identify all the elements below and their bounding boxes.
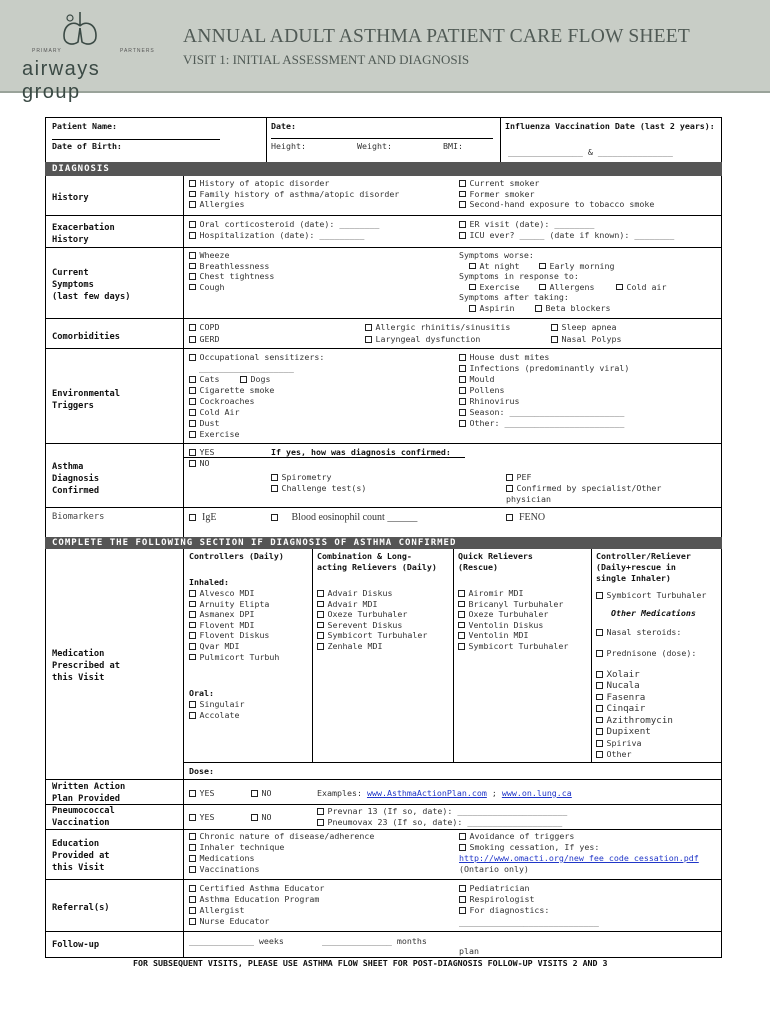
flovent-mdi-checkbox[interactable] (189, 622, 196, 629)
other-trigger-checkbox[interactable] (459, 420, 466, 427)
symptoms-response-label: Symptoms in response to: (459, 271, 579, 282)
nasal-polyps-checkbox[interactable] (551, 336, 558, 343)
page-subtitle: VISIT 1: INITIAL ASSESSMENT AND DIAGNOSIS (183, 52, 470, 67)
action-plan-label: Written Action Plan Provided (52, 782, 126, 804)
trigger-item: Rhinovirus (469, 396, 520, 406)
history-item: Second-hand exposure to tobacco smoke (469, 199, 655, 210)
education-label: Education Provided at this Visit (52, 839, 110, 873)
spiriva-checkbox[interactable] (596, 740, 603, 747)
symptom-item: Chest tightness (199, 271, 275, 282)
confirmed-no-label: NO (199, 458, 210, 468)
exacerbation-label: Exacerbation History (52, 223, 115, 245)
examples-label: Examples: (317, 788, 362, 798)
pneumococcal-yes-label: YES (199, 812, 215, 822)
comorbidity-item: Nasal Polyps (561, 334, 622, 344)
cold-air-checkbox[interactable] (189, 409, 196, 416)
bricanyl-checkbox[interactable] (458, 601, 465, 608)
trigger-item: Dust (199, 418, 220, 428)
quick-title-2: (Rescue) (458, 562, 498, 572)
airomir-checkbox[interactable] (458, 590, 465, 597)
pef-checkbox[interactable] (506, 474, 513, 481)
specialist-checkbox[interactable] (506, 485, 513, 492)
medication-item: Nucala (606, 680, 640, 692)
cold-air-response-checkbox[interactable] (616, 284, 623, 291)
medication-item: Accolate (199, 710, 240, 720)
education-item: Chronic nature of disease/adherence (199, 831, 375, 841)
symptom-item: Wheeze (199, 250, 230, 260)
confirmation-item: Spirometry (281, 472, 332, 482)
pediatrician-checkbox[interactable] (459, 885, 466, 892)
referral-item: For diagnostics: (469, 905, 550, 915)
exacerbation-item: ICU ever? _____ (date if known): ________ (469, 230, 675, 240)
page-title: ANNUAL ADULT ASTHMA PATIENT CARE FLOW SHEET (183, 26, 690, 47)
exercise-response-checkbox[interactable] (469, 284, 476, 291)
dust-checkbox[interactable] (189, 420, 196, 427)
history-item: History of atopic disorder (199, 178, 330, 188)
ventolin-mdi-checkbox[interactable] (458, 632, 465, 639)
follow-up-weeks[interactable]: _____________ weeks (189, 936, 284, 946)
prevnar-checkbox[interactable] (317, 808, 324, 815)
symptom-item: Breathlessness (199, 260, 270, 271)
trigger-item: Cockroaches (199, 396, 255, 406)
oral-corticosteroid-checkbox[interactable] (189, 221, 196, 228)
combo-title-2: acting Relievers (Daily) (317, 562, 437, 572)
medication-item: Ventolin MDI (468, 630, 529, 641)
on-lung-link[interactable]: www.on.lung.ca (501, 788, 572, 798)
trigger-item: Cold Air (199, 407, 240, 417)
exacerbation-item: Hospitalization (date): _________ (199, 230, 365, 240)
pneumococcal-no-checkbox[interactable] (251, 814, 258, 821)
dogs-checkbox[interactable] (240, 376, 247, 383)
oral-label: Oral: (189, 688, 214, 698)
cigarette-smoke-checkbox[interactable] (189, 387, 196, 394)
cr-title-1: Controller/Reliever (596, 551, 691, 561)
complete-section-bar: COMPLETE THE FOLLOWING SECTION IF DIAGNOSIS OF ASTHMA CONFIRMED (45, 537, 722, 549)
medication-item: Oxeze Turbuhaler (468, 609, 549, 620)
exacerbation-item: ER visit (date): ________ (469, 219, 595, 229)
copd-checkbox[interactable] (189, 324, 196, 331)
action-plan-no-label: NO (261, 788, 272, 798)
ontario-only-note: (Ontario only) (459, 864, 529, 874)
referral-item: Pediatrician (469, 883, 530, 893)
trigger-item: Dogs (250, 374, 271, 384)
smoking-cessation-checkbox[interactable] (459, 844, 466, 851)
allergic-rhinitis-checkbox[interactable] (365, 324, 372, 331)
exacerbation-item: Oral corticosteroid (date): ________ (199, 219, 380, 229)
weight-label: Weight: (357, 141, 392, 151)
controllers-title: Controllers (Daily) (189, 551, 284, 561)
prednisone-checkbox[interactable] (596, 650, 603, 657)
allergens-checkbox[interactable] (539, 284, 546, 291)
comorbidity-item: Allergic rhinitis/sinusitis (375, 322, 511, 332)
azithromycin-checkbox[interactable] (596, 717, 603, 724)
certified-educator-checkbox[interactable] (189, 885, 196, 892)
medication-item: Singulair (199, 699, 245, 709)
confirmation-item: Challenge test(s) (281, 483, 367, 493)
medication-item: Spiriva (606, 738, 642, 748)
medication-item: Xolair (606, 669, 640, 680)
arnuity-checkbox[interactable] (189, 601, 196, 608)
symptom-item: Cold air (626, 281, 667, 292)
bmi-label: BMI: (443, 141, 463, 151)
medication-item: Prednisone (dose): (606, 648, 697, 658)
asmanex-checkbox[interactable] (189, 611, 196, 618)
house-dust-mites-checkbox[interactable] (459, 354, 466, 361)
trigger-item: Pollens (469, 385, 505, 395)
symbicort-combo-checkbox[interactable] (317, 632, 324, 639)
trigger-item: Exercise (199, 429, 240, 439)
comorbidity-item: Laryngeal dysfunction (375, 334, 481, 344)
cinqair-checkbox[interactable] (596, 705, 603, 712)
cats-checkbox[interactable] (189, 376, 196, 383)
medication-item: Fasenra (606, 691, 646, 703)
cessation-fee-code-link[interactable]: http://www.omacti.org/new_fee_code_cessation.pdf (459, 853, 699, 863)
comorbidity-item: GERD (199, 334, 220, 344)
alvesco-checkbox[interactable] (189, 590, 196, 597)
dupixent-checkbox[interactable] (596, 728, 603, 735)
trigger-item: Season: _______________________ (469, 407, 625, 417)
date-label: Date: (271, 121, 296, 131)
at-night-checkbox[interactable] (469, 263, 476, 270)
flu-vaccination-blank[interactable]: _______________ & _______________ (508, 147, 673, 157)
mould-checkbox[interactable] (459, 376, 466, 383)
symptoms-worse-label: Symptoms worse: (459, 250, 534, 260)
pneumococcal-yes-checkbox[interactable] (189, 814, 196, 821)
other-med-checkbox[interactable] (596, 751, 603, 758)
referral-item: Respirologist (469, 894, 535, 904)
medication-item: Advair MDI (327, 598, 378, 609)
symptom-item: Exercise (479, 281, 520, 292)
diagnostics-checkbox[interactable] (459, 907, 466, 914)
history-atopic-checkbox[interactable] (189, 180, 196, 187)
confirmation-item: PEF (516, 472, 532, 482)
occupational-blank[interactable]: ___________________ (199, 363, 294, 373)
medication-item: Symbicort Turbuhaler (327, 630, 428, 641)
medication-item: Serevent Diskus (327, 619, 403, 630)
medication-item: Flovent Diskus (199, 630, 270, 641)
education-program-checkbox[interactable] (189, 896, 196, 903)
follow-up-months[interactable]: ______________ months (322, 936, 427, 946)
chronic-nature-checkbox[interactable] (189, 833, 196, 840)
cough-checkbox[interactable] (189, 284, 196, 291)
symptoms-after-label: Symptoms after taking: (459, 292, 569, 303)
sleep-apnea-checkbox[interactable] (551, 324, 558, 331)
cr-title-3: single Inhaler) (596, 573, 671, 583)
medication-label: Medication Prescribed at this Visit (52, 649, 120, 683)
fasenra-checkbox[interactable] (596, 694, 603, 701)
link-separator: ; (491, 788, 497, 798)
history-item: Former smoker (469, 188, 535, 199)
pneumococcal-no-label: NO (261, 812, 272, 822)
current-symptoms-label: Current Symptoms (last few days) (52, 268, 131, 302)
action-plan-yes-checkbox[interactable] (189, 790, 196, 797)
specialist-line2: physician (506, 494, 551, 504)
education-item: Avoidance of triggers (469, 831, 575, 841)
aspirin-checkbox[interactable] (469, 305, 476, 312)
current-smoker-checkbox[interactable] (459, 180, 466, 187)
airways-group-logo (22, 10, 162, 103)
ige-checkbox[interactable] (189, 514, 196, 521)
diagnosis-section-bar: DIAGNOSIS (45, 162, 722, 176)
oxeze-combo-checkbox[interactable] (317, 611, 324, 618)
icu-checkbox[interactable] (459, 232, 466, 239)
comorbidities-label: Comorbidities (52, 332, 120, 342)
other-medications-title: Other Medications (611, 608, 696, 618)
avoidance-triggers-checkbox[interactable] (459, 833, 466, 840)
environmental-triggers-label: Environmental Triggers (52, 389, 120, 411)
referral-item: Asthma Education Program (199, 894, 320, 904)
logo-text: airways group (22, 58, 101, 103)
trigger-item: Occupational sensitizers: (199, 352, 325, 362)
wheeze-checkbox[interactable] (189, 252, 196, 259)
early-morning-checkbox[interactable] (539, 263, 546, 270)
cockroaches-checkbox[interactable] (189, 398, 196, 405)
symptom-item: Beta blockers (545, 303, 611, 313)
zenhale-checkbox[interactable] (317, 643, 324, 650)
allergies-checkbox[interactable] (189, 201, 196, 208)
advair-mdi-checkbox[interactable] (317, 601, 324, 608)
education-item: Smoking cessation, If yes: (469, 842, 600, 852)
flu-vaccination-label: Influenza Vaccination Date (last 2 years): (505, 121, 715, 131)
history-item: Allergies (199, 199, 245, 210)
medication-item: Symbicort Turbuhaler (606, 590, 707, 600)
vaccine-item: Pneumovax 23 (If so, date): ___________________ (327, 817, 563, 827)
history-item: Family history of asthma/atopic disorder (199, 188, 400, 199)
logo-small-left: PRIMARY (32, 48, 62, 54)
confirmed-no-checkbox[interactable] (189, 460, 196, 467)
pneumovax-checkbox[interactable] (317, 819, 324, 826)
medication-item: Pulmicort Turbuh (199, 651, 280, 662)
season-checkbox[interactable] (459, 409, 466, 416)
medication-item: Bricanyl Turbuhaler (468, 598, 564, 609)
pulmicort-checkbox[interactable] (189, 654, 196, 661)
symbicort-quick-checkbox[interactable] (458, 643, 465, 650)
education-item: Vaccinations (199, 864, 260, 874)
family-history-checkbox[interactable] (189, 191, 196, 198)
lungs-logo-icon (50, 10, 110, 50)
diagnosis-confirmed-label: Asthma Diagnosis Confirmed (52, 462, 100, 496)
former-smoker-checkbox[interactable] (459, 191, 466, 198)
referrals-label: Referral(s) (52, 903, 110, 913)
eosinophil-label: Blood eosinophil count ______ (291, 512, 418, 523)
oxeze-quick-checkbox[interactable] (458, 611, 465, 618)
education-item: Medications (199, 853, 255, 863)
dob-label: Date of Birth: (52, 141, 122, 151)
er-visit-checkbox[interactable] (459, 221, 466, 228)
medication-item: Arnuity Elipta (199, 598, 270, 609)
medication-item: Other (606, 749, 632, 759)
medication-item: Flovent MDI (199, 619, 255, 630)
medication-item: Symbicort Turbuhaler (468, 641, 569, 651)
accolate-checkbox[interactable] (189, 712, 196, 719)
symptom-item: Early morning (549, 260, 615, 271)
feno-label: FENO (519, 512, 546, 523)
challenge-test-checkbox[interactable] (271, 485, 278, 492)
confirmed-yes-label: YES (199, 447, 215, 457)
trigger-item: Infections (predominantly viral) (469, 363, 630, 373)
medication-item: Dupixent (606, 726, 651, 737)
footer-note: FOR SUBSEQUENT VISITS, PLEASE USE ASTHMA FLOW SHEET FOR POST-DIAGNOSIS FOLLOW-UP VISITS 2 AND 3 (133, 958, 608, 968)
history-item: Current smoker (469, 178, 540, 188)
confirmed-yes-checkbox[interactable] (189, 449, 196, 456)
referral-item: Nurse Educator (199, 916, 270, 926)
second-hand-smoke-checkbox[interactable] (459, 201, 466, 208)
spirometry-checkbox[interactable] (271, 474, 278, 481)
confirmation-question: If yes, how was diagnosis confirmed: (271, 447, 451, 457)
symptom-item: Aspirin (479, 303, 515, 313)
page-header (0, 0, 770, 103)
chest-tightness-checkbox[interactable] (189, 273, 196, 280)
vaccinations-checkbox[interactable] (189, 866, 196, 873)
rhinovirus-checkbox[interactable] (459, 398, 466, 405)
history-label: History (52, 193, 89, 203)
trigger-item: Cats (199, 374, 220, 384)
action-plan-no-checkbox[interactable] (251, 790, 258, 797)
xolair-checkbox[interactable] (596, 671, 603, 678)
hospitalization-checkbox[interactable] (189, 232, 196, 239)
asthma-action-plan-link[interactable]: www.AsthmaActionPlan.com (366, 788, 487, 798)
medication-item: Airomir MDI (468, 588, 524, 598)
combo-title-1: Combination & Long- (317, 551, 412, 561)
diagnostics-blank[interactable]: ____________________________ (459, 917, 599, 927)
medication-item: Qvar MDI (199, 641, 240, 651)
comorbidity-item: COPD (199, 322, 220, 332)
pneumococcal-label: Pneumococcal Vaccination (52, 806, 115, 828)
medication-item: Cinqair (606, 703, 646, 715)
symptom-item: Cough (199, 281, 225, 292)
nurse-educator-checkbox[interactable] (189, 918, 196, 925)
inhaler-technique-checkbox[interactable] (189, 844, 196, 851)
eosinophil-checkbox[interactable] (271, 514, 278, 521)
respirologist-checkbox[interactable] (459, 896, 466, 903)
laryngeal-dysfunction-checkbox[interactable] (365, 336, 372, 343)
medication-item: Ventolin Diskus (468, 619, 544, 630)
medication-item: Oxeze Turbuhaler (327, 609, 408, 620)
pollens-checkbox[interactable] (459, 387, 466, 394)
serevent-checkbox[interactable] (317, 622, 324, 629)
medication-item: Advair Diskus (327, 588, 393, 598)
medication-item: Asmanex DPI (199, 609, 255, 620)
trigger-item: Other: ________________________ (469, 418, 625, 428)
height-label: Height: (271, 141, 306, 151)
medication-item: Zenhale MDI (327, 641, 383, 651)
infections-checkbox[interactable] (459, 365, 466, 372)
follow-up-plan: plan (459, 946, 479, 956)
breathlessness-checkbox[interactable] (189, 263, 196, 270)
confirmation-item: Confirmed by specialist/Other (516, 483, 662, 493)
medication-item: Azithromycin (606, 714, 673, 726)
occupational-checkbox[interactable] (189, 354, 196, 361)
trigger-item: Cigarette smoke (199, 385, 275, 395)
exercise-checkbox[interactable] (189, 431, 196, 438)
referral-item: Certified Asthma Educator (199, 883, 325, 893)
symbicort-cr-checkbox[interactable] (596, 592, 603, 599)
action-plan-yes-label: YES (199, 788, 215, 798)
dose-label: Dose: (189, 766, 214, 776)
medication-item: Nasal steroids: (606, 627, 682, 637)
medication-item: Alvesco MDI (199, 588, 255, 598)
trigger-item: Mould (469, 374, 495, 384)
nasal-steroids-checkbox[interactable] (596, 629, 603, 636)
qvar-checkbox[interactable] (189, 643, 196, 650)
trigger-item: House dust mites (469, 352, 550, 362)
biomarkers-label: Biomarkers (52, 512, 105, 522)
nucala-checkbox[interactable] (596, 682, 603, 689)
comorbidity-item: Sleep apnea (561, 322, 617, 332)
ige-label: IgE (202, 512, 217, 523)
beta-blockers-checkbox[interactable] (535, 305, 542, 312)
vaccine-item: Prevnar 13 (If so, date): ______________________ (327, 806, 568, 816)
feno-checkbox[interactable] (506, 514, 513, 521)
medications-education-checkbox[interactable] (189, 855, 196, 862)
inhaled-label: Inhaled: (189, 577, 229, 587)
logo-small-right: PARTNERS (120, 48, 155, 54)
advair-diskus-checkbox[interactable] (317, 590, 324, 597)
education-item: Inhaler technique (199, 842, 285, 852)
ventolin-diskus-checkbox[interactable] (458, 622, 465, 629)
gerd-checkbox[interactable] (189, 336, 196, 343)
cr-title-2: (Daily+rescue in (596, 562, 676, 572)
patient-name-label: Patient Name: (52, 121, 117, 131)
allergist-checkbox[interactable] (189, 907, 196, 914)
quick-title-1: Quick Relievers (458, 551, 533, 561)
singulair-checkbox[interactable] (189, 701, 196, 708)
symptom-item: Allergens (549, 281, 595, 292)
symptom-item: At night (479, 260, 520, 271)
referral-item: Allergist (199, 905, 245, 915)
follow-up-label: Follow-up (52, 940, 100, 950)
flovent-diskus-checkbox[interactable] (189, 632, 196, 639)
